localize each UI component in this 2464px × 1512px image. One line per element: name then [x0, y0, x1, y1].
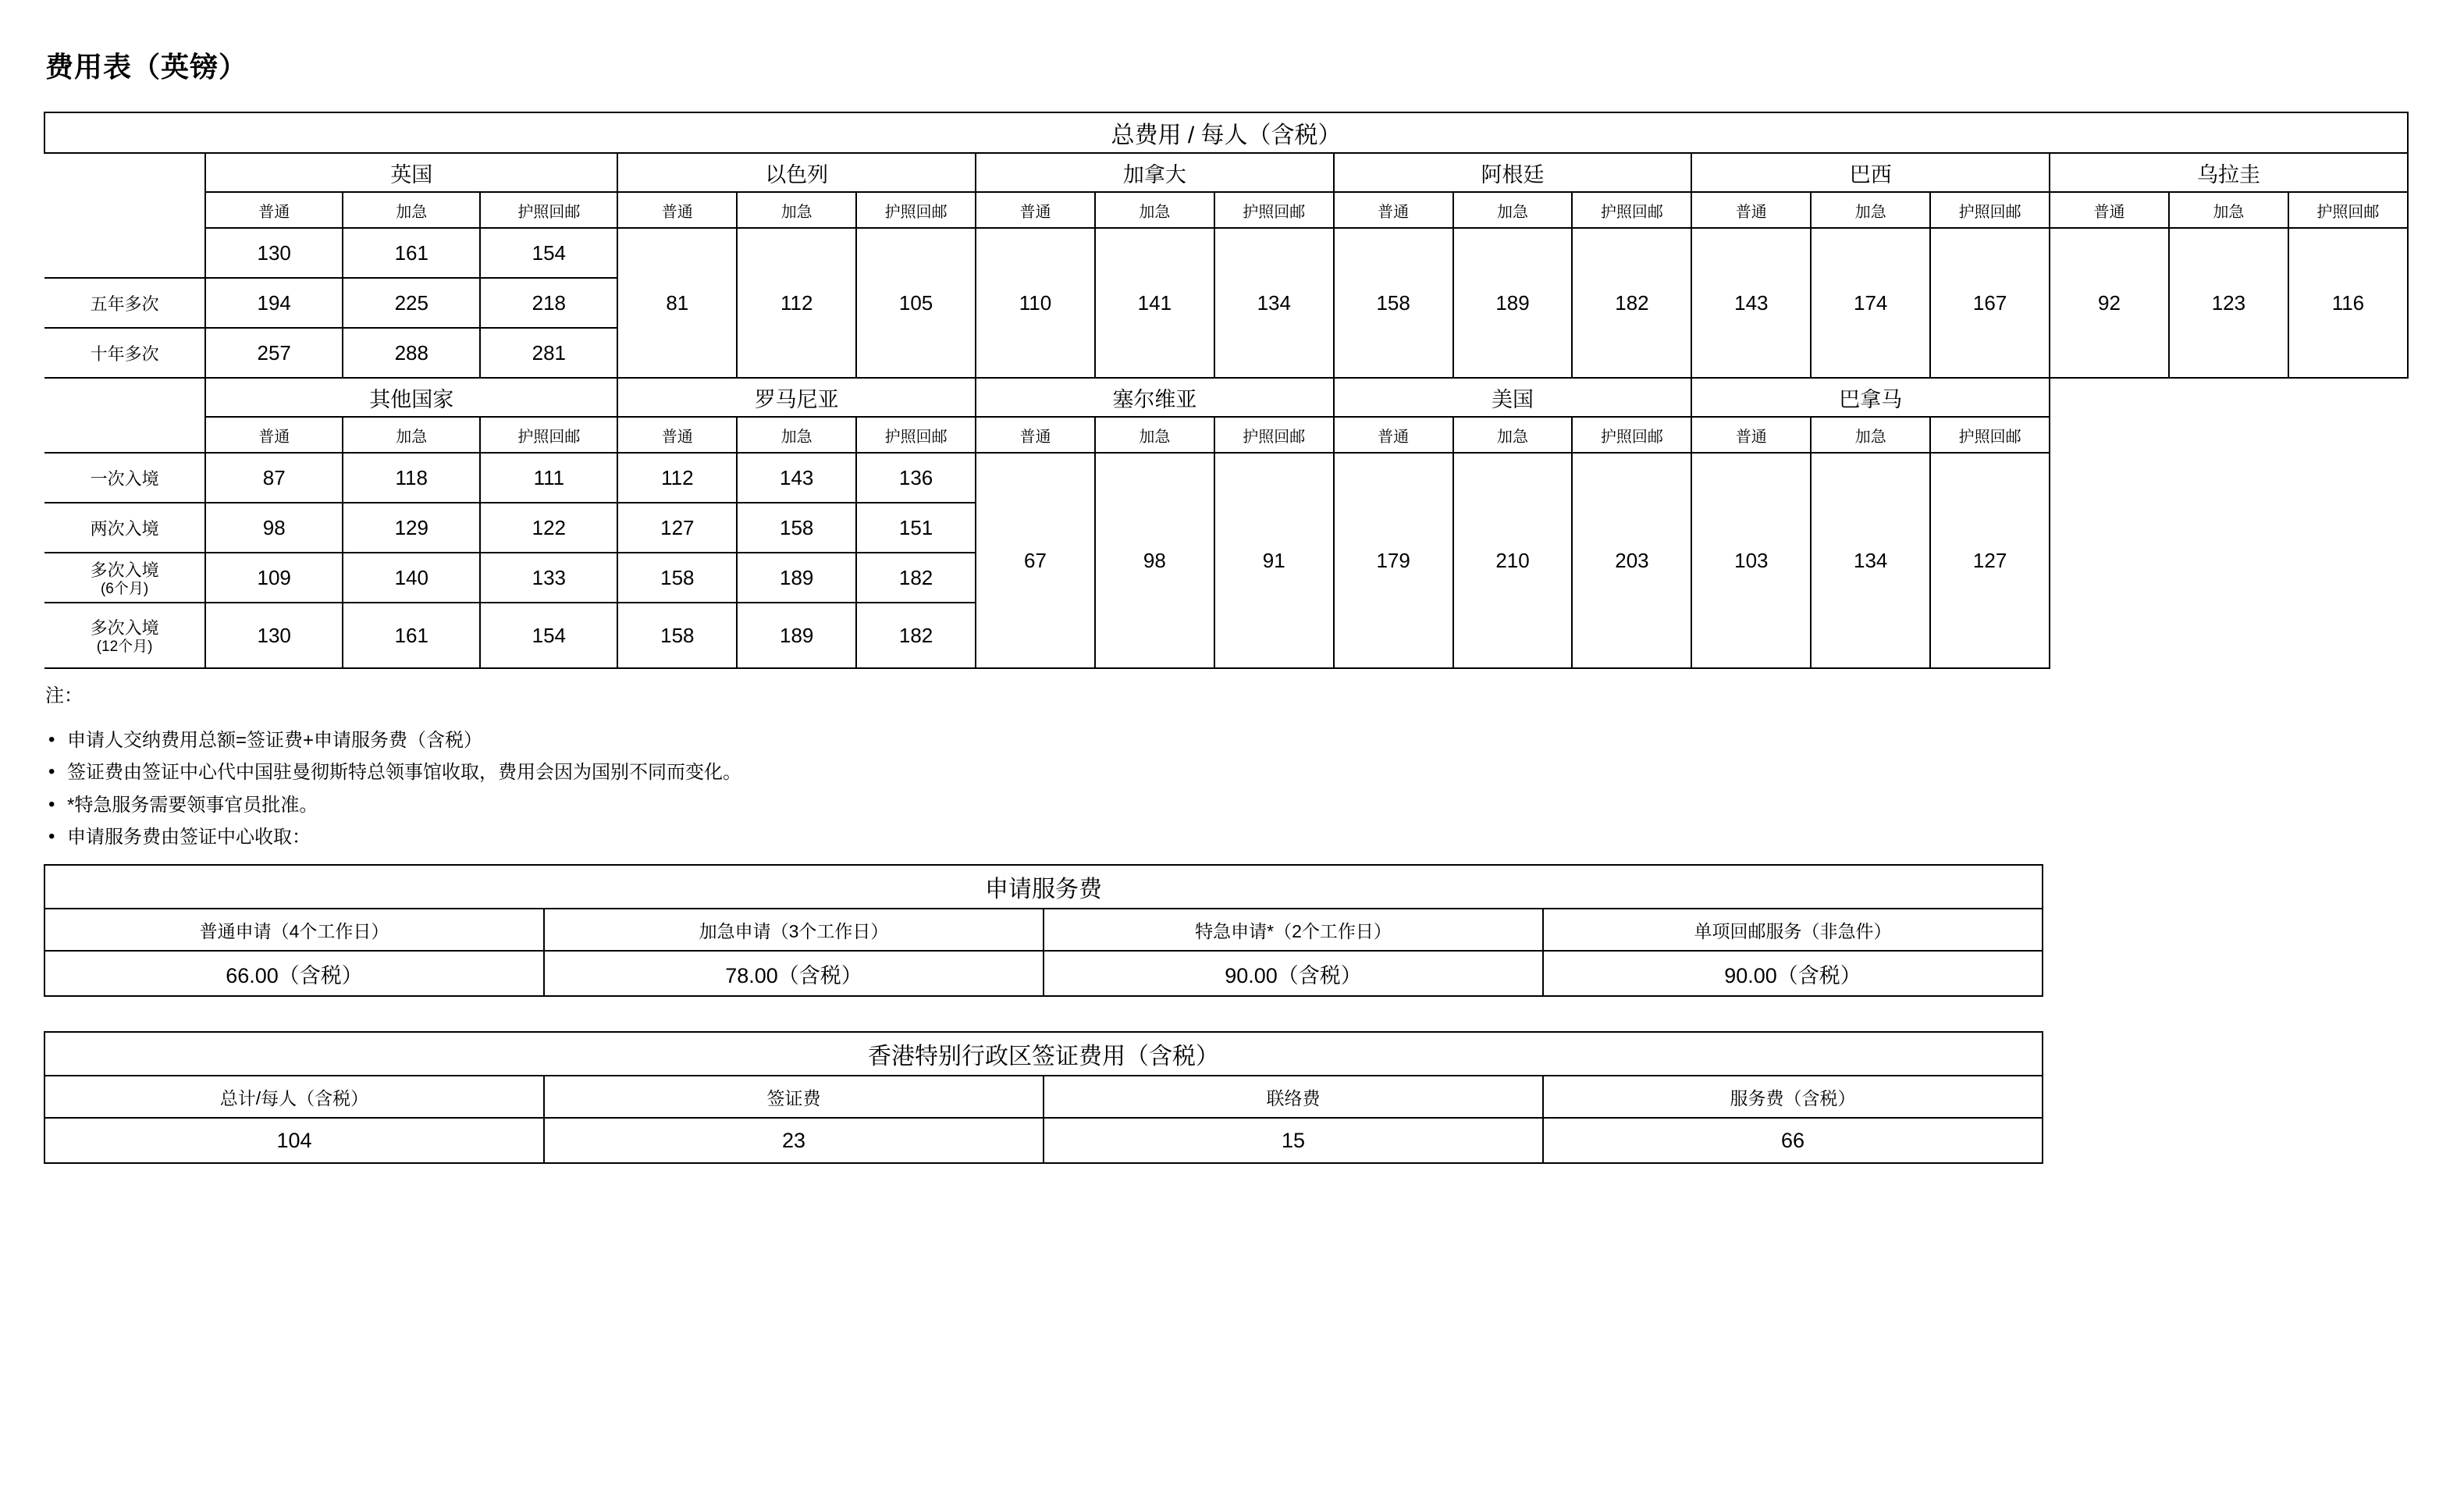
list-item: • 申请人交纳费用总额=签证费+申请服务费（含税）: [44, 724, 2420, 756]
service-fee-header-urgent: 特急申请*（2个工作日）: [1044, 909, 1543, 951]
cell-brazil-normal: 143: [1691, 228, 1811, 378]
cell-uk-express: 288: [343, 328, 480, 378]
notes-list: [44, 724, 2420, 853]
corner-cell: [44, 192, 205, 228]
cell-other-return-post: 133: [480, 553, 617, 603]
sub-header-normal: 普通: [1334, 192, 1453, 228]
service-fee-header-normal: 普通申请（4个工作日）: [44, 909, 544, 951]
country-header-brazil: 巴西: [1691, 153, 2050, 192]
service-fee-header-return-post: 单项回邮服务（非急件）: [1543, 909, 2043, 951]
cell-romania-normal: 112: [617, 453, 737, 503]
hk-value-service-fee: 66: [1543, 1118, 2043, 1163]
blank-cell: [2050, 417, 2408, 453]
country-header-usa: 美国: [1334, 378, 1692, 417]
table-row: [44, 1076, 2043, 1118]
sub-header-normal: 普通: [976, 192, 1095, 228]
country-header-uk: 英国: [205, 153, 617, 192]
cell-romania-normal: 158: [617, 553, 737, 603]
cell-uruguay-return-post: 116: [2288, 228, 2408, 378]
sub-header-return-post: 护照回邮: [856, 417, 976, 453]
cell-israel-express: 112: [737, 228, 856, 378]
cell-other-express: 161: [343, 603, 480, 668]
cell-argentina-normal: 158: [1334, 228, 1453, 378]
cell-other-normal: 130: [205, 603, 343, 668]
cell-serbia-normal: 67: [976, 453, 1095, 668]
cell-uk-normal: 130: [205, 228, 343, 278]
cell-serbia-express: 98: [1095, 453, 1214, 668]
cell-brazil-express: 174: [1811, 228, 1930, 378]
cell-romania-normal: 158: [617, 603, 737, 668]
list-item: • 签证费由签证中心代中国驻曼彻斯特总领事馆收取，费用会因为国别不同而变化。: [44, 756, 2420, 788]
cell-other-normal: 87: [205, 453, 343, 503]
table-row: [44, 1032, 2043, 1076]
table-row: [44, 192, 2408, 228]
cell-usa-normal: 179: [1334, 453, 1453, 668]
cell-israel-normal: 81: [617, 228, 737, 378]
cell-other-return-post: 111: [480, 453, 617, 503]
sub-header-express: 加急: [1095, 192, 1214, 228]
sub-header-express: 加急: [1095, 417, 1214, 453]
sub-header-return-post: 护照回邮: [856, 192, 976, 228]
sub-header-express: 加急: [2169, 192, 2288, 228]
fee-table-banner: 总费用 / 每人（含税）: [44, 112, 2408, 153]
hk-value-contact-fee: 15: [1044, 1118, 1543, 1163]
sub-header-normal: 普通: [205, 417, 343, 453]
service-fee-value-express: 78.00（含税）: [544, 951, 1044, 996]
cell-other-return-post: 154: [480, 603, 617, 668]
sub-header-express: 加急: [1811, 417, 1930, 453]
row-label-text: 多次入境: [90, 560, 159, 581]
cell-uruguay-normal: 92: [2050, 228, 2169, 378]
cell-other-return-post: 122: [480, 503, 617, 553]
table-row: [44, 112, 2408, 153]
country-header-israel: 以色列: [617, 153, 976, 192]
sub-header-return-post: 护照回邮: [480, 192, 617, 228]
table-row: [44, 378, 2408, 417]
blank-cell: [2050, 553, 2408, 603]
cell-romania-express: 158: [737, 503, 856, 553]
blank-cell: [2050, 603, 2408, 668]
cell-romania-return-post: 182: [856, 553, 976, 603]
service-fee-banner: 申请服务费: [44, 865, 2043, 909]
cell-panama-express: 134: [1811, 453, 1930, 668]
cell-uk-normal: 257: [205, 328, 343, 378]
sub-header-return-post: 护照回邮: [1214, 417, 1334, 453]
table-row: [44, 909, 2043, 951]
hk-header-contact-fee: 联络费: [1044, 1076, 1543, 1118]
row-label-multi-entry-12m: [44, 603, 205, 668]
sub-header-express: 加急: [1453, 417, 1573, 453]
sub-header-express: 加急: [343, 417, 480, 453]
sub-header-return-post: 护照回邮: [2288, 192, 2408, 228]
cell-panama-normal: 103: [1691, 453, 1811, 668]
cell-uk-return-post: 154: [480, 228, 617, 278]
sub-header-express: 加急: [343, 192, 480, 228]
cell-uk-return-post: 218: [480, 278, 617, 328]
country-header-other: 其他国家: [205, 378, 617, 417]
hk-value-total: 104: [44, 1118, 544, 1163]
cell-romania-return-post: 151: [856, 503, 976, 553]
table-row: [44, 951, 2043, 996]
cell-other-express: 129: [343, 503, 480, 553]
sub-header-return-post: 护照回邮: [1572, 417, 1691, 453]
hk-header-visa-fee: 签证费: [544, 1076, 1044, 1118]
blank-cell: [2050, 378, 2408, 417]
cell-argentina-return-post: 182: [1572, 228, 1691, 378]
row-label-ten-year-multi: 十年多次: [44, 328, 205, 378]
fee-table: [44, 112, 2409, 669]
blank-cell: [2050, 503, 2408, 553]
row-label-single-entry: 一次入境: [44, 453, 205, 503]
sub-header-normal: 普通: [1691, 417, 1811, 453]
page-title: 费用表（英镑）: [45, 51, 248, 83]
cell-other-normal: 98: [205, 503, 343, 553]
table-row: [44, 1118, 2043, 1163]
cell-romania-return-post: 182: [856, 603, 976, 668]
table-row: [44, 153, 2408, 192]
sub-header-return-post: 护照回邮: [1930, 417, 2050, 453]
cell-romania-return-post: 136: [856, 453, 976, 503]
sub-header-express: 加急: [737, 192, 856, 228]
sub-header-return-post: 护照回邮: [1214, 192, 1334, 228]
cell-other-express: 140: [343, 553, 480, 603]
cell-romania-express: 143: [737, 453, 856, 503]
corner-cell: [44, 417, 205, 453]
sub-header-normal: 普通: [617, 417, 737, 453]
cell-other-express: 118: [343, 453, 480, 503]
cell-usa-return-post: 203: [1572, 453, 1691, 668]
sub-header-normal: 普通: [617, 192, 737, 228]
cell-canada-normal: 110: [976, 228, 1095, 378]
row-label-multi-entry-6m: [44, 553, 205, 603]
list-item: • *特急服务需要领事官员批准。: [44, 789, 2420, 821]
cell-uruguay-express: 123: [2169, 228, 2288, 378]
row-label-sub: (12个月): [96, 639, 153, 656]
table-row: [44, 228, 2408, 278]
sub-header-express: 加急: [1453, 192, 1573, 228]
sub-header-return-post: 护照回邮: [480, 417, 617, 453]
cell-brazil-return-post: 167: [1930, 228, 2050, 378]
country-header-canada: 加拿大: [976, 153, 1334, 192]
row-label-five-year-multi: 五年多次: [44, 278, 205, 328]
country-header-serbia: 塞尔维亚: [976, 378, 1334, 417]
sub-header-normal: 普通: [1334, 417, 1453, 453]
country-header-panama: 巴拿马: [1691, 378, 2050, 417]
sub-header-normal: 普通: [1691, 192, 1811, 228]
service-fee-header-express: 加急申请（3个工作日）: [544, 909, 1044, 951]
cell-panama-return-post: 127: [1930, 453, 2050, 668]
cell-romania-normal: 127: [617, 503, 737, 553]
sub-header-normal: 普通: [2050, 192, 2169, 228]
corner-cell: [44, 378, 205, 417]
cell-uk-return-post: 281: [480, 328, 617, 378]
sub-header-normal: 普通: [976, 417, 1095, 453]
cell-uk-express: 161: [343, 228, 480, 278]
cell-argentina-express: 189: [1453, 228, 1573, 378]
hk-fee-banner: 香港特别行政区签证费用（含税）: [44, 1032, 2043, 1076]
row-label-double-entry: 两次入境: [44, 503, 205, 553]
hk-fee-table: [44, 1031, 2043, 1164]
cell-uk-express: 225: [343, 278, 480, 328]
corner-cell: [44, 153, 205, 192]
service-fee-value-return-post: 90.00（含税）: [1543, 951, 2043, 996]
country-header-romania: 罗马尼亚: [617, 378, 976, 417]
country-header-uruguay: 乌拉圭: [2050, 153, 2408, 192]
table-row: [44, 453, 2408, 503]
country-header-argentina: 阿根廷: [1334, 153, 1692, 192]
sub-header-express: 加急: [1811, 192, 1930, 228]
row-label-blank: [44, 228, 205, 278]
notes-label: 注：: [45, 685, 83, 706]
service-fee-value-urgent: 90.00（含税）: [1044, 951, 1543, 996]
list-item: • 申请服务费由签证中心收取：: [44, 821, 2420, 853]
service-fee-value-normal: 66.00（含税）: [44, 951, 544, 996]
hk-header-service-fee: 服务费（含税）: [1543, 1076, 2043, 1118]
blank-cell: [2050, 453, 2408, 503]
cell-uk-normal: 194: [205, 278, 343, 328]
cell-romania-express: 189: [737, 553, 856, 603]
sub-header-normal: 普通: [205, 192, 343, 228]
table-row: [44, 865, 2043, 909]
cell-romania-express: 189: [737, 603, 856, 668]
sub-header-return-post: 护照回邮: [1572, 192, 1691, 228]
cell-usa-express: 210: [1453, 453, 1573, 668]
sub-header-express: 加急: [737, 417, 856, 453]
cell-other-normal: 109: [205, 553, 343, 603]
service-fee-table: [44, 864, 2043, 997]
cell-canada-express: 141: [1095, 228, 1214, 378]
cell-serbia-return-post: 91: [1214, 453, 1334, 668]
cell-canada-return-post: 134: [1214, 228, 1334, 378]
hk-value-visa-fee: 23: [544, 1118, 1044, 1163]
table-row: [44, 417, 2408, 453]
row-label-sub: (6个月): [100, 581, 149, 598]
hk-header-total: 总计/每人（含税）: [44, 1076, 544, 1118]
sub-header-return-post: 护照回邮: [1930, 192, 2050, 228]
cell-israel-return-post: 105: [856, 228, 976, 378]
row-label-text: 多次入境: [90, 618, 159, 639]
